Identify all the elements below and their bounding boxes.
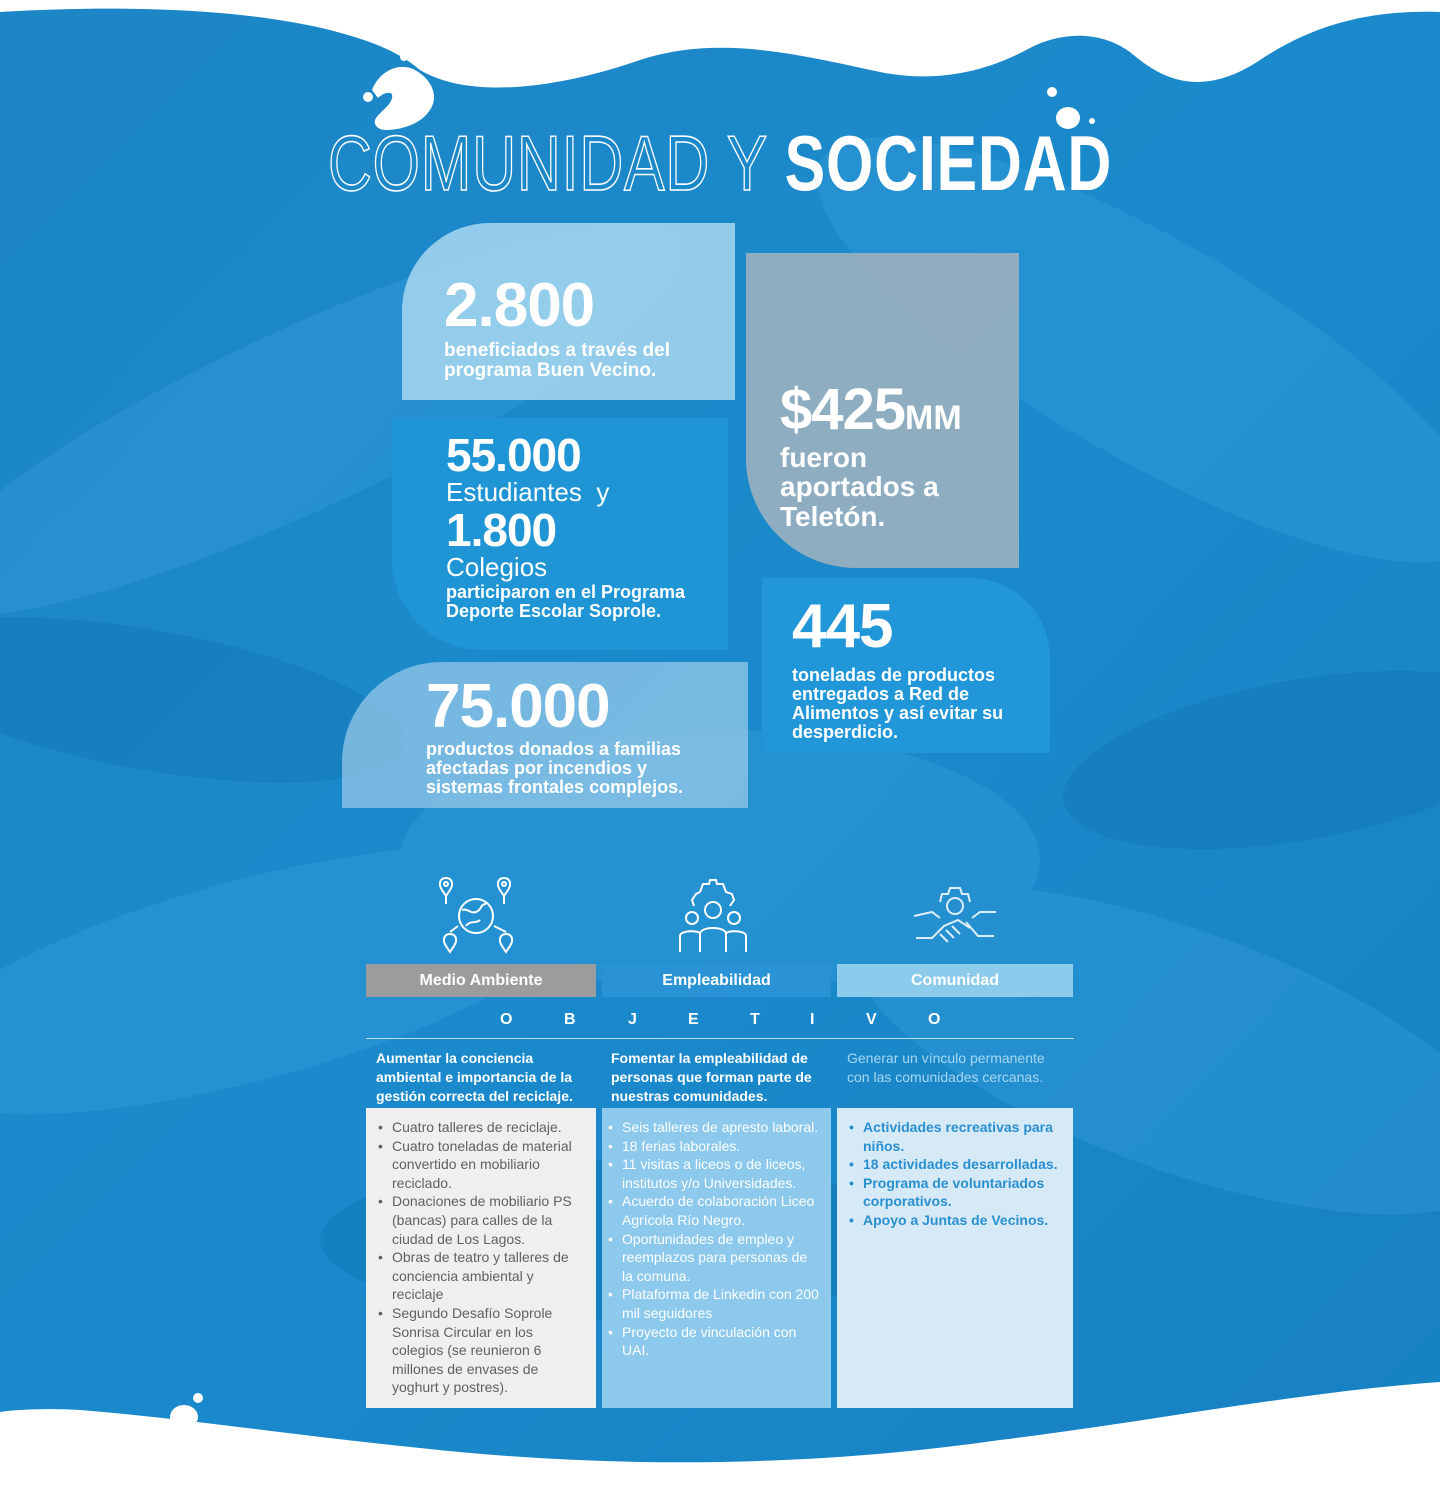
item-list xyxy=(376,1118,586,1397)
column-header-medio-ambiente: Medio Ambiente xyxy=(366,964,596,997)
objetivo-letter: T xyxy=(750,1011,760,1028)
stat-card-teleton xyxy=(746,253,1019,568)
stat-number: 445 xyxy=(792,592,893,661)
objetivo-letter: E xyxy=(688,1011,699,1028)
team-gear-icon xyxy=(672,878,754,954)
objective-empleabilidad: Fomentar la empleabilidad de personas que forman parte de nuestras comunidades. xyxy=(611,1050,812,1104)
handshake-gear-icon xyxy=(912,882,998,954)
joiner-label: y xyxy=(596,477,610,507)
list-item: • Plataforma de Linkedin con 200 mil seguidores xyxy=(622,1285,821,1322)
stat-text: fueron aportados a Teletón. xyxy=(780,442,939,532)
list-item: • 18 actividades desarrolladas. xyxy=(863,1155,1063,1174)
list-item: • 18 ferias laborales. xyxy=(622,1137,821,1156)
objetivo-letter: I xyxy=(810,1011,815,1028)
title-light: COMUNIDAD Y xyxy=(327,119,767,207)
objective-comunidad: Generar un vínculo permanente con las comunidades cercanas. xyxy=(847,1050,1045,1085)
list-item: • Apoyo a Juntas de Vecinos. xyxy=(863,1211,1063,1230)
column-list-empleabilidad xyxy=(602,1108,831,1408)
stat-card-deporte-escolar xyxy=(392,418,728,650)
stat-text: toneladas de productos entregados a Red de Alimentos y así evitar su desperdicio. xyxy=(792,665,1004,742)
list-item: • Donaciones de mobiliario PS (bancas) para calles de la ciudad de Los Lagos. xyxy=(392,1192,586,1248)
stat-text: productos donados a familias afectadas por incendios y sistemas frontales complejos. xyxy=(426,739,684,797)
globe-pins-icon xyxy=(436,874,516,954)
stat-number-students: 55.000 xyxy=(446,429,581,481)
list-item: • Obras de teatro y talleres de conciencia ambiental y reciclaje xyxy=(392,1248,586,1304)
objective-medio-ambiente: Aumentar la conciencia ambiental e importancia de la gestión correcta del reciclaje. xyxy=(376,1050,573,1104)
stat-text: participaron en el Programa Deporte Escolar Soprole. xyxy=(446,582,686,622)
list-item: • Oportunidades de empleo y reemplazos para personas de la comuna. xyxy=(622,1230,821,1286)
objetivo-letter: B xyxy=(564,1011,576,1028)
objetivo-letter: O xyxy=(928,1011,941,1028)
objetivo-row xyxy=(366,1008,1074,1039)
stat-number: 75.000 xyxy=(426,672,610,741)
title-bold: SOCIEDAD xyxy=(784,119,1113,207)
stat-card-buen-vecino xyxy=(402,223,735,400)
stat-number: 2.800 xyxy=(444,271,595,340)
stat-text: beneficiados a través del programa Buen Vecino. xyxy=(444,340,670,381)
list-item: • 11 visitas a liceos o de liceos, institutos y/o Universidades. xyxy=(622,1155,821,1192)
objetivo-letter: V xyxy=(866,1011,877,1028)
list-item: • Proyecto de vinculación con UAI. xyxy=(622,1323,821,1360)
item-list xyxy=(847,1118,1063,1230)
stat-number xyxy=(780,377,1019,442)
list-item: • Cuatro talleres de reciclaje. xyxy=(392,1118,586,1137)
amount-unit: MM xyxy=(905,399,962,437)
list-item: • Segundo Desafío Soprole Sonrisa Circular en los colegios (se reunieron 6 millones de envases de yoghurt y postres). xyxy=(392,1304,586,1397)
list-item: • Acuerdo de colaboración Liceo Agrícola Río Negro. xyxy=(622,1192,821,1229)
list-item: • Cuatro toneladas de material convertido en mobiliario reciclado. xyxy=(392,1137,586,1193)
objetivo-letter: J xyxy=(628,1011,637,1028)
amount: $425 xyxy=(780,377,906,442)
item-list xyxy=(606,1118,821,1360)
stat-label-students xyxy=(446,478,728,507)
objetivo-letter: O xyxy=(500,1011,513,1028)
list-item: • Actividades recreativas para niños. xyxy=(863,1118,1063,1155)
stat-number-schools: 1.800 xyxy=(446,503,557,556)
list-item: • Seis talleres de apresto laboral. xyxy=(622,1118,821,1137)
column-list-comunidad xyxy=(837,1108,1073,1408)
column-header-comunidad: Comunidad xyxy=(837,964,1073,997)
students-label: Estudiantes xyxy=(446,477,582,507)
stat-card-red-alimentos xyxy=(762,578,1050,753)
page-title xyxy=(158,118,1281,209)
column-list-medio-ambiente xyxy=(366,1108,596,1408)
stat-card-donaciones xyxy=(342,662,748,808)
list-item: • Programa de voluntariados corporativos. xyxy=(863,1174,1063,1211)
column-header-empleabilidad: Empleabilidad xyxy=(602,964,831,997)
stat-label-schools: Colegios xyxy=(446,551,548,582)
